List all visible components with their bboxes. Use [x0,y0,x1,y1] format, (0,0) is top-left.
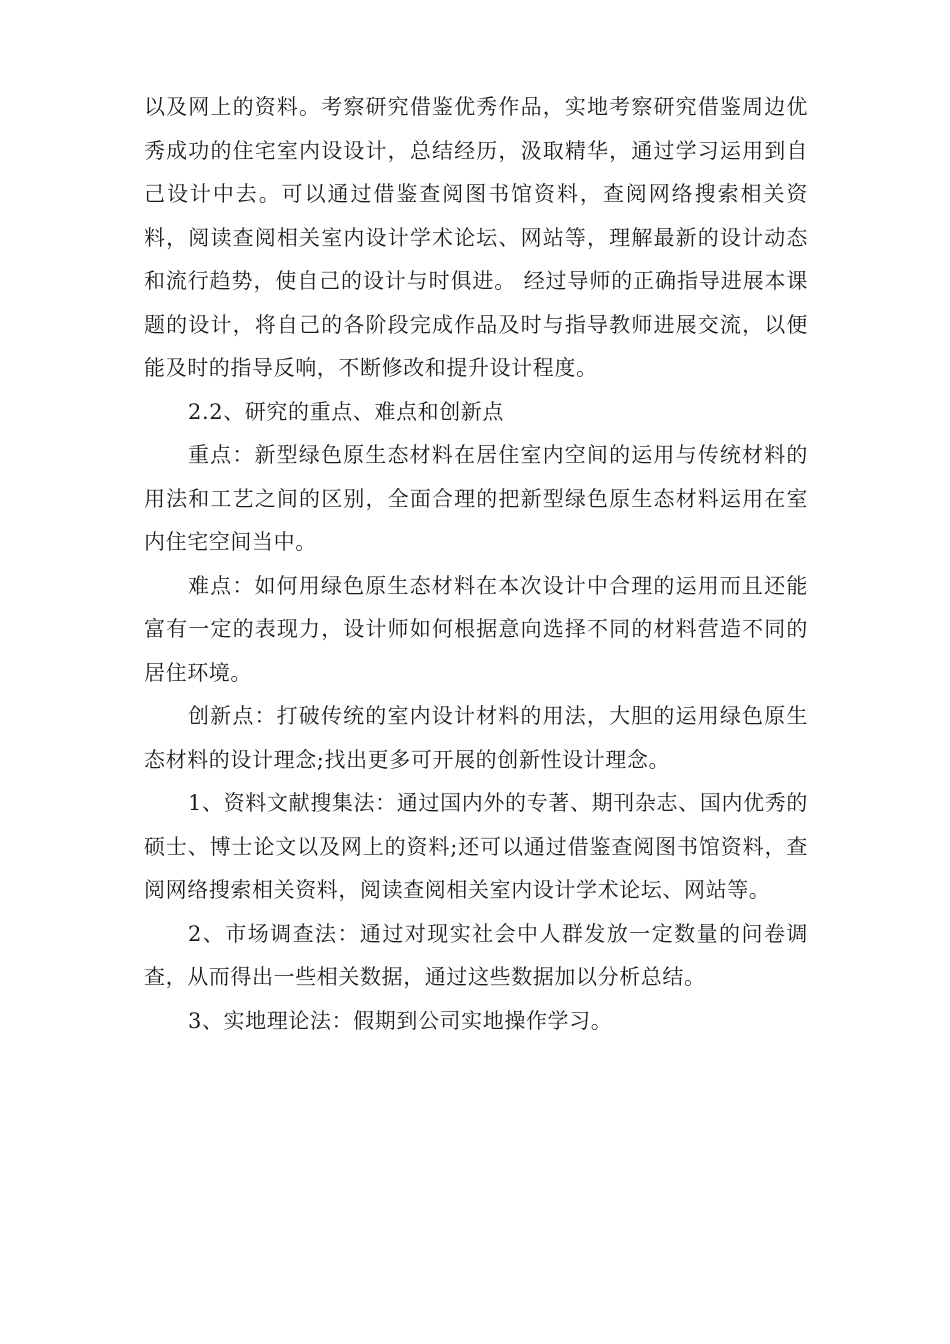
paragraph-key-points: 重点：新型绿色原生态材料在居住室内空间的运用与传统材料的用法和工艺之间的区别，全面合理的把新型绿色原生态材料运用在室内住宅空间当中。 [144,443,808,554]
paragraph-method-survey: 2、市场调查法：通过对现实社会中人群发放一定数量的问卷调查，从而得出一些相关数据，通过这些数据加以分析总结。 [144,921,808,989]
paragraph-continuation: 以及网上的资料。考察研究借鉴优秀作品，实地考察研究借鉴周边优秀成功的住宅室内设设计，总结经历，汲取精华，通过学习运用到自己设计中去。可以通过借鉴查阅图书馆资料，查阅网络搜索相关资料，阅读查阅相关室内设计学术论坛、网站等，理解最新的设计动态和流行趋势，使自己的设计与时俱进。 经过导师的正确指导进展本课题的设计，将自己的各阶段完成作品及时与指导教师进展交流，以便能及时的指导反响，不断修改和提升设计程度。 [144,95,808,380]
paragraph-method-literature: 1、资料文献搜集法：通过国内外的专著、期刊杂志、国内优秀的硕士、博士论文以及网上的资料;还可以通过借鉴查阅图书馆资料，查阅网络搜索相关资料，阅读查阅相关室内设计学术论坛、网站等。 [144,791,808,902]
paragraph-difficulties: 难点：如何用绿色原生态材料在本次设计中合理的运用而且还能富有一定的表现力，设计师如何根据意向选择不同的材料营造不同的居住环境。 [144,573,808,685]
section-heading: 2.2、研究的重点、难点和创新点 [188,399,504,424]
paragraph-method-fieldwork: 3、实地理论法：假期到公司实地操作学习。 [188,1008,613,1033]
document-page [144,86,808,1043]
paragraph-innovation: 创新点：打破传统的室内设计材料的用法，大胆的运用绿色原生态材料的设计理念;找出更多可开展的创新性设计理念。 [144,704,808,772]
